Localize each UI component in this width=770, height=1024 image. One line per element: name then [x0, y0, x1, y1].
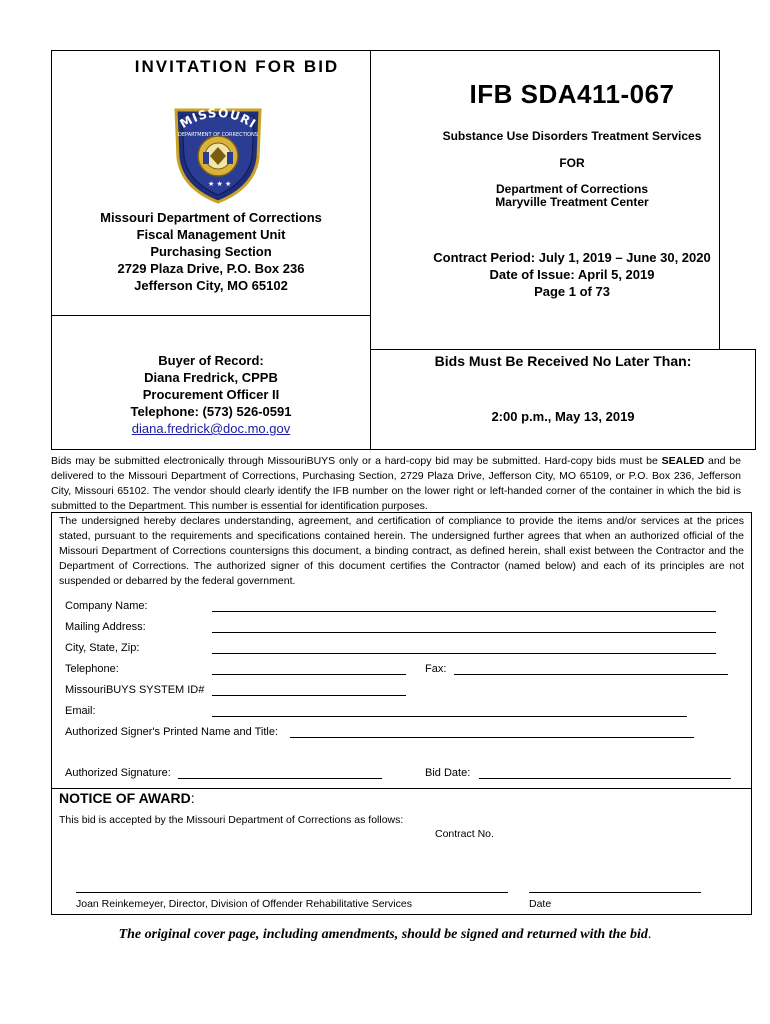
buyer-info — [51, 352, 371, 420]
company-name-field[interactable] — [212, 611, 716, 612]
badge-band-text: DEPARTMENT OF CORRECTIONS — [178, 132, 258, 138]
award-text: This bid is accepted by the Missouri Department of Corrections as follows: — [59, 814, 404, 826]
award-date-label: Date — [529, 898, 552, 910]
footer-note — [0, 927, 770, 943]
buyer-name: Diana Fredrick, CPPB — [144, 370, 278, 385]
issuer-line-4: 2729 Plaza Drive, P.O. Box 236 — [117, 261, 305, 276]
award-heading-colon: : — [190, 790, 195, 806]
footer-note-text: The original cover page, including amendments, should be signed and returned with the bid — [118, 927, 648, 942]
signer-name-title-field[interactable] — [290, 737, 694, 738]
instructions-part-2: and be delivered to the Missouri Department of Corrections, Purchasing Section, 2729 Plaza Drive, Jefferson City, MO 65109, or P.O. Box 236, Jefferson City, Missouri 65102. The vendor should clearly identify the IFB number on the lower right or left-handed corner of the container in which the bid is submitted to the Department. This number is essential for identification purposes. — [51, 455, 741, 512]
signer-name-title-label: Authorized Signer's Printed Name and Title: — [65, 726, 279, 738]
award-heading-text: NOTICE OF AWARD — [59, 790, 191, 806]
director-name: Joan Reinkemeyer, Director, Division of Offender Rehabilitative Services — [76, 898, 412, 910]
city-state-zip-field[interactable] — [212, 653, 716, 654]
submission-instructions — [51, 454, 741, 514]
system-id-label: MissouriBUYS SYSTEM ID# — [65, 684, 205, 696]
contract-period: Contract Period: July 1, 2019 – June 30, 2020 — [433, 250, 711, 265]
for-label: FOR — [559, 156, 585, 170]
signature-field[interactable] — [178, 778, 382, 779]
bid-date-label: Bid Date: — [425, 767, 471, 779]
telephone-label: Telephone: — [65, 663, 119, 675]
badge-top-text: MISSOURI — [177, 105, 259, 132]
issuer-line-2: Fiscal Management Unit — [136, 227, 286, 242]
buyer-telephone: Telephone: (573) 526-0591 — [130, 404, 292, 419]
award-heading — [59, 790, 195, 806]
buyer-title: Procurement Officer II — [142, 387, 280, 402]
bid-date-field[interactable] — [479, 778, 731, 779]
issuer-line-3: Purchasing Section — [150, 244, 272, 259]
invitation-title: INVITATION FOR BID — [134, 57, 340, 76]
buyer-email-wrap — [51, 421, 371, 436]
deadline-heading: Bids Must Be Received No Later Than: — [434, 353, 692, 369]
footer-period: . — [647, 927, 652, 942]
signature-label: Authorized Signature: — [65, 767, 171, 779]
system-id-field[interactable] — [212, 695, 406, 696]
fax-label: Fax: — [425, 663, 447, 675]
buyer-email-link[interactable]: diana.fredrick@doc.mo.gov — [131, 421, 291, 436]
director-signature-line[interactable] — [76, 892, 508, 893]
instructions-part-1: Bids may be submitted electronically through MissouriBUYS only or a hard-copy bid may be submitted. Hard-copy bids must be — [51, 455, 662, 467]
buyer-label: Buyer of Record: — [158, 353, 264, 368]
issuer-line-5: Jefferson City, MO 65102 — [134, 278, 288, 293]
award-date-line[interactable] — [529, 892, 701, 893]
mailing-address-field[interactable] — [212, 632, 716, 633]
sealed-emphasis: SEALED — [661, 455, 705, 467]
issuer-line-1: Missouri Department of Corrections — [100, 210, 322, 225]
agency-line-2: Maryville Treatment Center — [495, 195, 649, 209]
email-field[interactable] — [212, 716, 687, 717]
company-name-label: Company Name: — [65, 600, 148, 612]
service-title: Substance Use Disorders Treatment Services — [442, 129, 702, 143]
issuer-address — [51, 209, 371, 294]
contract-no-label: Contract No. — [435, 828, 494, 840]
missouri-doc-badge-logo — [170, 100, 266, 204]
svg-text:★ ★ ★: ★ ★ ★ — [208, 180, 232, 188]
city-state-zip-label: City, State, Zip: — [65, 642, 140, 654]
deadline-time: 2:00 p.m., May 13, 2019 — [491, 409, 635, 424]
ifb-number: IFB SDA411-067 — [469, 79, 675, 109]
page-info: Page 1 of 73 — [534, 284, 610, 299]
fax-field[interactable] — [454, 674, 728, 675]
email-label: Email: — [65, 705, 96, 717]
declaration-text: The undersigned hereby declares understanding, agreement, and certification of compliance to provide the items and/or services at the prices stated, pursuant to the requirements and specifications contained herein. The undersigned further agrees that when an authorized official of the Missouri Department of Corrections countersigns this document, a binding contract, as defined herein, shall exist between the Contractor and the Department of Corrections. The authorized signer of this document certifies the Contractor (named below) and each of its principles are not suspended or debarred by the federal government. — [59, 515, 744, 587]
issue-date: Date of Issue: April 5, 2019 — [489, 267, 655, 282]
agency-line-1: Department of Corrections — [495, 182, 649, 196]
telephone-field[interactable] — [212, 674, 406, 675]
notice-of-award-box — [51, 788, 752, 915]
mailing-address-label: Mailing Address: — [65, 621, 146, 633]
